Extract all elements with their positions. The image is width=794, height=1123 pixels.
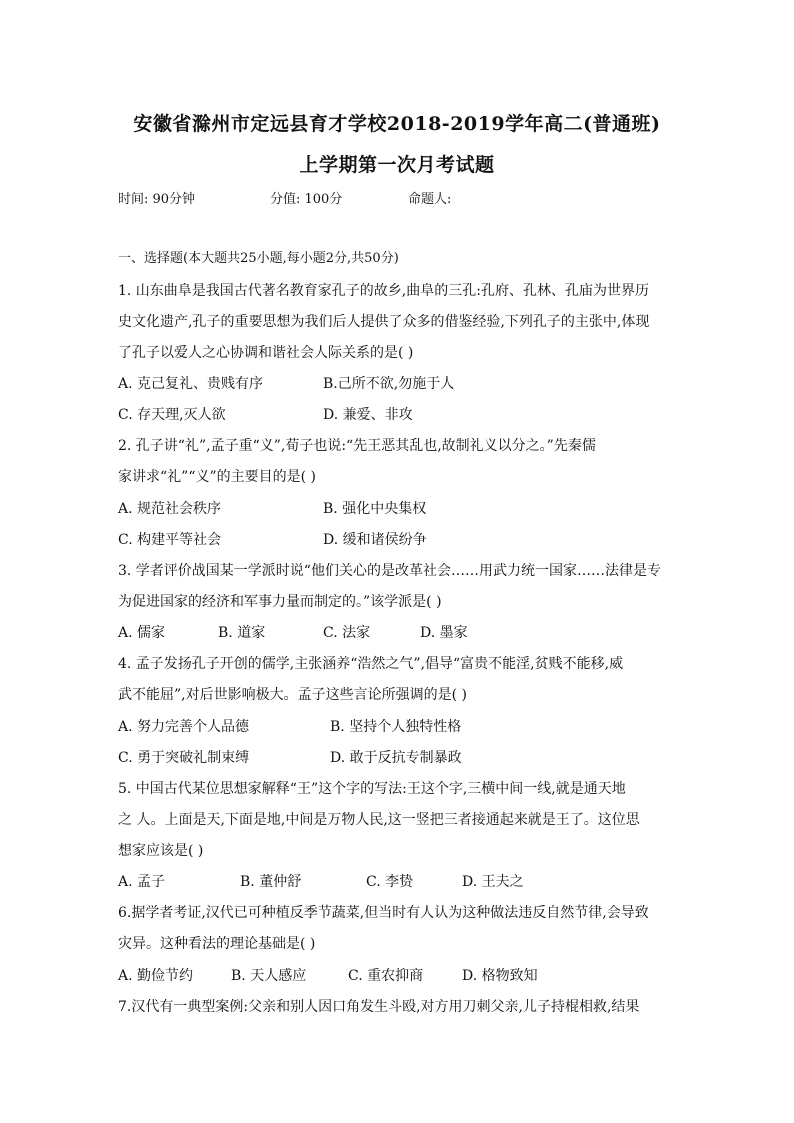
question-6-line-1: 6.据学者考证,汉代已可种植反季节蔬菜,但当时有人认为这种做法违反自然节律,会导致 [118, 905, 649, 921]
question-5-line-1: 5. 中国古代某位思想家解释“王”这个字的写法:王这个字,三横中间一线,就是通天地 [118, 781, 626, 797]
exam-meta [118, 188, 451, 207]
question-1-option-a: A. 克己复礼、贵贱有序 [118, 376, 264, 392]
question-3-option-a: A. 儒家 [118, 625, 166, 641]
question-7-line-1: 7.汉代有一典型案例:父亲和别人因口角发生斗殴,对方用刀刺父亲,儿子持棍相救,结果 [118, 999, 640, 1015]
question-6-line-2: 灾异。这种看法的理论基础是( ) [118, 936, 316, 952]
question-5-line-2: 之 人。上面是天,下面是地,中间是万物人民,这一竖把三者接通起来就是王了。这位思 [118, 812, 640, 828]
exam-title-line1: 安徽省滁州市定远县育才学校2018-2019学年高二(普通班) [133, 113, 661, 135]
question-1-option-d: D. 兼爱、非攻 [323, 407, 413, 423]
exam-title-line2: 上学期第一次月考试题 [299, 154, 495, 176]
question-1-line-1: 1. 山东曲阜是我国古代著名教育家孔子的故乡,曲阜的三孔:孔府、孔林、孔庙为世界历 [118, 283, 649, 299]
question-2-line-1: 2. 孔子讲“礼”,孟子重“义”,荀子也说:“先王恶其乱也,故制礼义以分之。”先秦儒 [118, 438, 596, 454]
question-4-option-c: C. 勇于突破礼制束缚 [118, 750, 250, 766]
question-1-option-c: C. 存天理,灭人欲 [118, 407, 226, 423]
question-4-line-2: 武不能屈”,对后世影响极大。孟子这些言论所强调的是( ) [118, 687, 467, 703]
question-5-option-c: C. 李贽 [366, 874, 414, 890]
question-6-option-d: D. 格物致知 [462, 968, 538, 984]
question-3-option-c: C. 法家 [323, 625, 371, 641]
question-5-line-3: 想家应该是( ) [118, 843, 204, 859]
question-5-option-a: A. 孟子 [118, 874, 166, 890]
exam-author: 命题人: [408, 192, 452, 207]
question-3-line-2: 为促进国家的经济和军事力量而制定的。”该学派是( ) [118, 594, 442, 610]
question-6-option-c: C. 重农抑商 [348, 968, 424, 984]
question-6-option-b: B. 天人感应 [231, 968, 307, 984]
question-4-option-a: A. 努力完善个人品德 [118, 719, 250, 735]
question-1-line-2: 史文化遗产,孔子的重要思想为我们后人提供了众多的借鉴经验,下列孔子的主张中,体现 [118, 314, 650, 330]
question-5-option-d: D. 王夫之 [462, 874, 524, 890]
question-4-line-1: 4. 孟子发扬孔子开创的儒学,主张涵养“浩然之气”,倡导“富贵不能淫,贫贱不能移,威 [118, 656, 624, 672]
question-3-line-1: 3. 学者评价战国某一学派时说“他们关心的是改革社会……用武力统一国家……法律是专 [118, 563, 661, 579]
question-5-option-b: B. 董仲舒 [240, 874, 302, 890]
question-4-option-d: D. 敢于反抗专制暴政 [330, 750, 462, 766]
question-2-option-a: A. 规范社会秩序 [118, 501, 222, 517]
question-3-option-b: B. 道家 [218, 625, 266, 641]
section-heading: 一、选择题(本大题共25小题,每小题2分,共50分) [118, 251, 399, 266]
question-1-option-b: B.己所不欲,勿施于人 [323, 376, 455, 392]
question-3-option-d: D. 墨家 [420, 625, 468, 641]
question-2-option-b: B. 强化中央集权 [323, 501, 427, 517]
question-1-line-3: 了孔子以爱人之心协调和谐社会人际关系的是( ) [118, 345, 414, 361]
question-2-option-d: D. 缓和诸侯纷争 [323, 532, 427, 548]
question-6-option-a: A. 勤俭节约 [118, 968, 194, 984]
exam-score: 分值: 100分 [270, 192, 343, 207]
question-4-option-b: B. 坚持个人独特性格 [330, 719, 462, 735]
question-2-option-c: C. 构建平等社会 [118, 532, 222, 548]
question-2-line-2: 家讲求“礼”“义”的主要目的是( ) [118, 469, 317, 485]
exam-time: 时间: 90分钟 [118, 192, 196, 207]
